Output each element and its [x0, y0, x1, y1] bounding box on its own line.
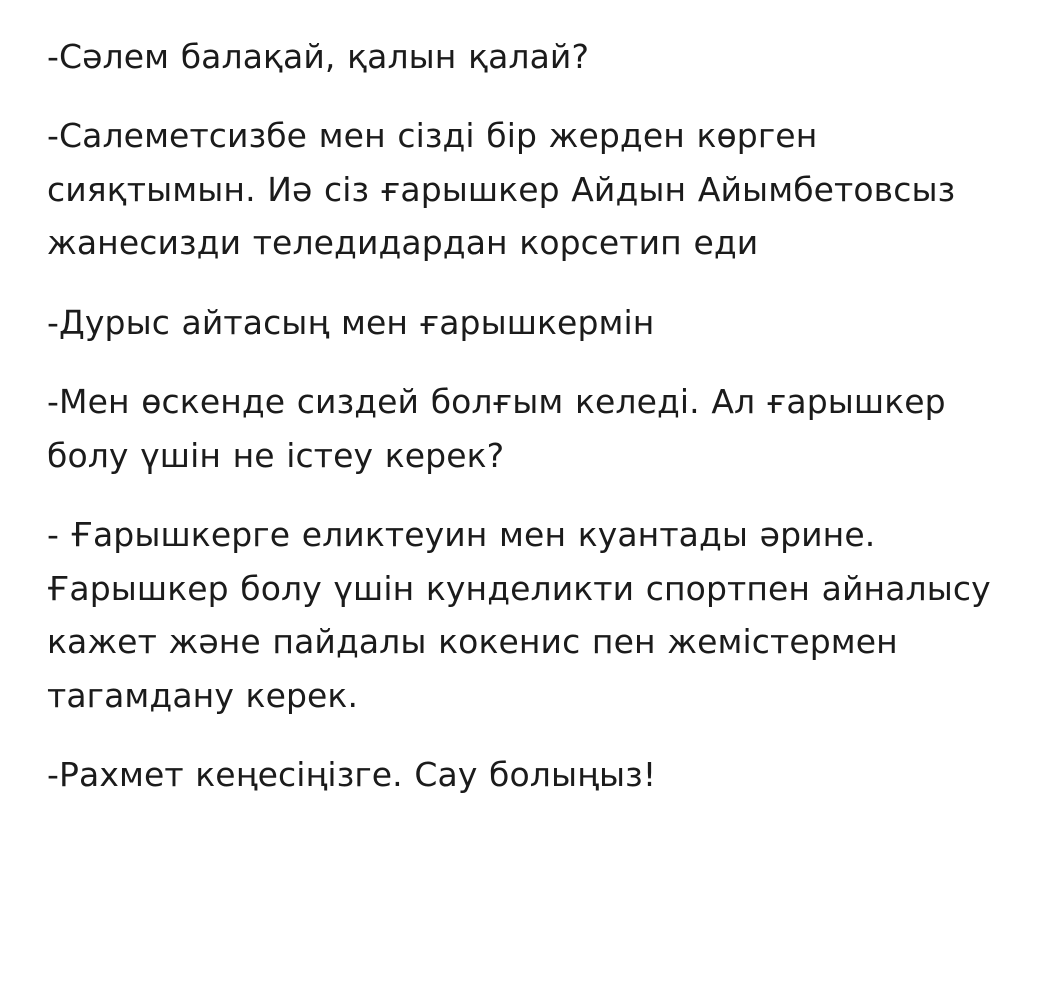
dialogue-line: -Дурыс айтасың мен ғарышкермін [47, 302, 655, 342]
dialogue-line: -Мен өскенде сиздей болғым келеді. Ал ғарышкер болу үшін не істеу керек? [47, 382, 946, 475]
dialogue-line: -Рахмет кеңесіңізге. Сау болыңыз! [47, 754, 657, 794]
dialogue-line: -Салеметсизбе мен сізді бір жерден көрген сияқтымын. Иә сіз ғарышкер Айдын Айымбетовсыз жанесизди теледидардан корсетип еди [47, 116, 956, 263]
dialogue-line: -Сәлем балақай, қалын қалай? [47, 37, 590, 76]
dialogue-line: - Ғарышкерге еликтеуин мен куантады әрине. Ғарышкер болу үшін кунделикти спортпен айналысу кажет және пайдалы кокенис пен жемістермен тагамдану керек. [47, 515, 991, 715]
